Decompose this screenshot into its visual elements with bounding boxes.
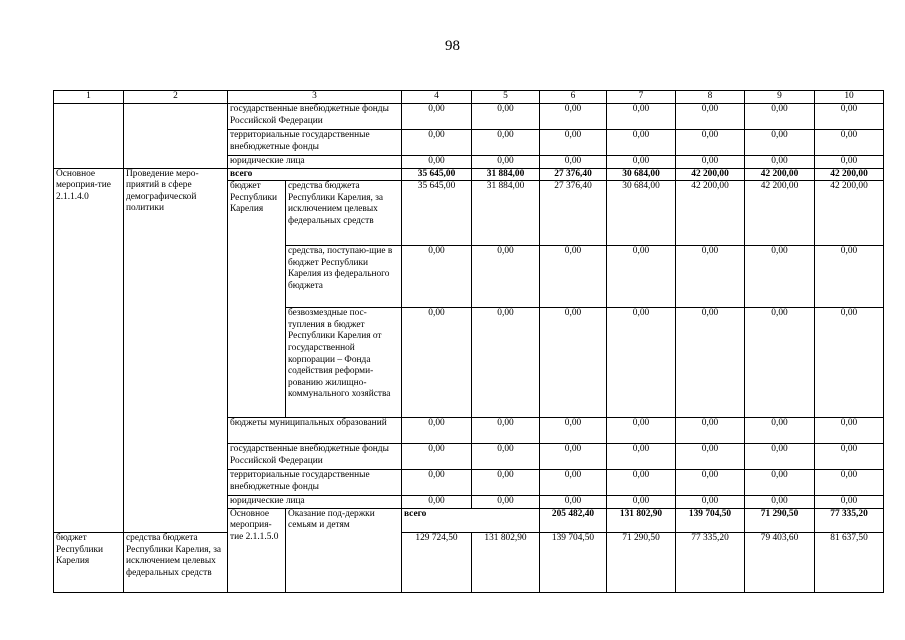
value-cell: 0,00	[815, 156, 884, 169]
value-cell: 0,00	[472, 444, 540, 470]
total-label: всего	[402, 508, 540, 532]
value-cell: 0,00	[402, 444, 472, 470]
value-cell: 0,00	[402, 246, 472, 308]
value-cell: 131 802,90	[472, 532, 540, 592]
value-cell: 31 884,00	[472, 168, 540, 181]
measure-title: Оказание под-держки семьям и детям	[286, 508, 402, 592]
header-cell: 7	[607, 91, 676, 104]
value-cell: 0,00	[540, 104, 607, 130]
value-cell: 0,00	[402, 496, 472, 509]
source-label: юридические лица	[228, 496, 402, 509]
value-cell: 0,00	[540, 130, 607, 156]
header-cell: 4	[402, 91, 472, 104]
budget-label: бюджет Республики Карелия	[228, 181, 286, 418]
measure-title: Проведение меро-приятий в сфере демографической политики	[124, 168, 228, 532]
value-cell: 71 290,50	[745, 508, 815, 532]
source-label: государственные внебюджетные фонды Российской Федерации	[228, 444, 402, 470]
subsource-label: средства бюджета Республики Карелия, за исключением целевых федеральных средств	[286, 181, 402, 246]
value-cell: 0,00	[676, 246, 745, 308]
value-cell: 0,00	[607, 156, 676, 169]
value-cell: 0,00	[607, 104, 676, 130]
value-cell: 0,00	[607, 470, 676, 496]
value-cell: 0,00	[745, 496, 815, 509]
value-cell: 0,00	[815, 496, 884, 509]
value-cell: 131 802,90	[607, 508, 676, 532]
value-cell: 30 684,00	[607, 181, 676, 246]
value-cell: 0,00	[472, 130, 540, 156]
source-label: государственные внебюджетные фонды Российской Федерации	[228, 104, 402, 130]
source-label: бюджеты муниципальных образований	[228, 418, 402, 444]
source-label: территориальные государственные внебюджетные фонды	[228, 130, 402, 156]
subsource-label: средства бюджета Республики Карелия, за исключением целевых федеральных средств	[124, 532, 228, 592]
table-row	[54, 532, 884, 592]
value-cell: 42 200,00	[676, 168, 745, 181]
value-cell: 0,00	[745, 246, 815, 308]
value-cell: 0,00	[745, 104, 815, 130]
value-cell: 0,00	[815, 104, 884, 130]
value-cell: 0,00	[472, 156, 540, 169]
value-cell: 77 335,20	[676, 532, 745, 592]
value-cell: 0,00	[676, 496, 745, 509]
value-cell: 0,00	[745, 470, 815, 496]
value-cell: 0,00	[676, 470, 745, 496]
value-cell: 0,00	[745, 308, 815, 418]
empty-cell	[54, 104, 124, 169]
value-cell: 0,00	[815, 130, 884, 156]
value-cell: 0,00	[815, 308, 884, 418]
value-cell: 0,00	[472, 496, 540, 509]
value-cell: 0,00	[540, 156, 607, 169]
value-cell: 0,00	[540, 418, 607, 444]
value-cell: 139 704,50	[540, 532, 607, 592]
value-cell: 0,00	[607, 308, 676, 418]
value-cell: 139 704,50	[676, 508, 745, 532]
value-cell: 0,00	[607, 130, 676, 156]
value-cell: 0,00	[472, 246, 540, 308]
subsource-label: средства, поступаю-щие в бюджет Республики Карелия из федерального бюджета	[286, 246, 402, 308]
measure-code: Основное мероприя-тие 2.1.1.4.0	[54, 168, 124, 532]
value-cell: 0,00	[745, 418, 815, 444]
budget-label: бюджет Республики Карелия	[54, 532, 124, 592]
value-cell: 205 482,40	[540, 508, 607, 532]
value-cell: 77 335,20	[815, 508, 884, 532]
source-label: юридические лица	[228, 156, 402, 169]
value-cell: 81 637,50	[815, 532, 884, 592]
page-number: 98	[445, 38, 460, 54]
value-cell: 0,00	[472, 104, 540, 130]
value-cell: 129 724,50	[402, 532, 472, 592]
value-cell: 42 200,00	[815, 181, 884, 246]
value-cell: 0,00	[402, 156, 472, 169]
value-cell: 0,00	[540, 444, 607, 470]
header-cell: 5	[472, 91, 540, 104]
header-cell: 3	[228, 91, 402, 104]
value-cell: 0,00	[472, 418, 540, 444]
value-cell: 27 376,40	[540, 168, 607, 181]
value-cell: 0,00	[402, 418, 472, 444]
value-cell: 0,00	[472, 470, 540, 496]
header-cell: 1	[54, 91, 124, 104]
measure-code: Основное мероприя-тие 2.1.1.5.0	[228, 508, 286, 592]
value-cell: 0,00	[815, 470, 884, 496]
value-cell: 0,00	[745, 130, 815, 156]
value-cell: 42 200,00	[815, 168, 884, 181]
value-cell: 31 884,00	[472, 181, 540, 246]
table-row	[54, 91, 884, 104]
total-label: всего	[228, 168, 402, 181]
value-cell: 42 200,00	[676, 181, 745, 246]
value-cell: 0,00	[540, 308, 607, 418]
value-cell: 71 290,50	[607, 532, 676, 592]
value-cell: 0,00	[815, 246, 884, 308]
value-cell: 79 403,60	[745, 532, 815, 592]
value-cell: 0,00	[815, 444, 884, 470]
value-cell: 0,00	[607, 496, 676, 509]
header-cell: 9	[745, 91, 815, 104]
table-row	[54, 104, 884, 130]
value-cell: 42 200,00	[745, 168, 815, 181]
value-cell: 0,00	[607, 444, 676, 470]
value-cell: 0,00	[745, 156, 815, 169]
table-row	[54, 168, 884, 181]
value-cell: 0,00	[540, 496, 607, 509]
value-cell: 0,00	[676, 104, 745, 130]
value-cell: 0,00	[745, 444, 815, 470]
value-cell: 0,00	[540, 246, 607, 308]
value-cell: 0,00	[402, 104, 472, 130]
header-cell: 2	[124, 91, 228, 104]
subsource-label: безвозмездные пос-тупления в бюджет Республики Карелия от государственной корпорации – Фонда содействия реформи-рованию жилищно-коммунального хозяйства	[286, 308, 402, 418]
value-cell: 0,00	[815, 418, 884, 444]
value-cell: 0,00	[676, 156, 745, 169]
header-cell: 10	[815, 91, 884, 104]
header-cell: 6	[540, 91, 607, 104]
value-cell: 0,00	[676, 444, 745, 470]
value-cell: 0,00	[676, 418, 745, 444]
value-cell: 0,00	[402, 308, 472, 418]
value-cell: 0,00	[402, 130, 472, 156]
value-cell: 42 200,00	[745, 181, 815, 246]
value-cell: 0,00	[607, 418, 676, 444]
value-cell: 0,00	[540, 470, 607, 496]
source-label: территориальные государственные внебюджетные фонды	[228, 470, 402, 496]
header-cell: 8	[676, 91, 745, 104]
value-cell: 27 376,40	[540, 181, 607, 246]
value-cell: 0,00	[607, 246, 676, 308]
value-cell: 35 645,00	[402, 168, 472, 181]
value-cell: 0,00	[402, 470, 472, 496]
value-cell: 0,00	[472, 308, 540, 418]
value-cell: 35 645,00	[402, 181, 472, 246]
value-cell: 30 684,00	[607, 168, 676, 181]
value-cell: 0,00	[676, 308, 745, 418]
empty-cell	[124, 104, 228, 169]
budget-table	[53, 90, 884, 593]
value-cell: 0,00	[676, 130, 745, 156]
